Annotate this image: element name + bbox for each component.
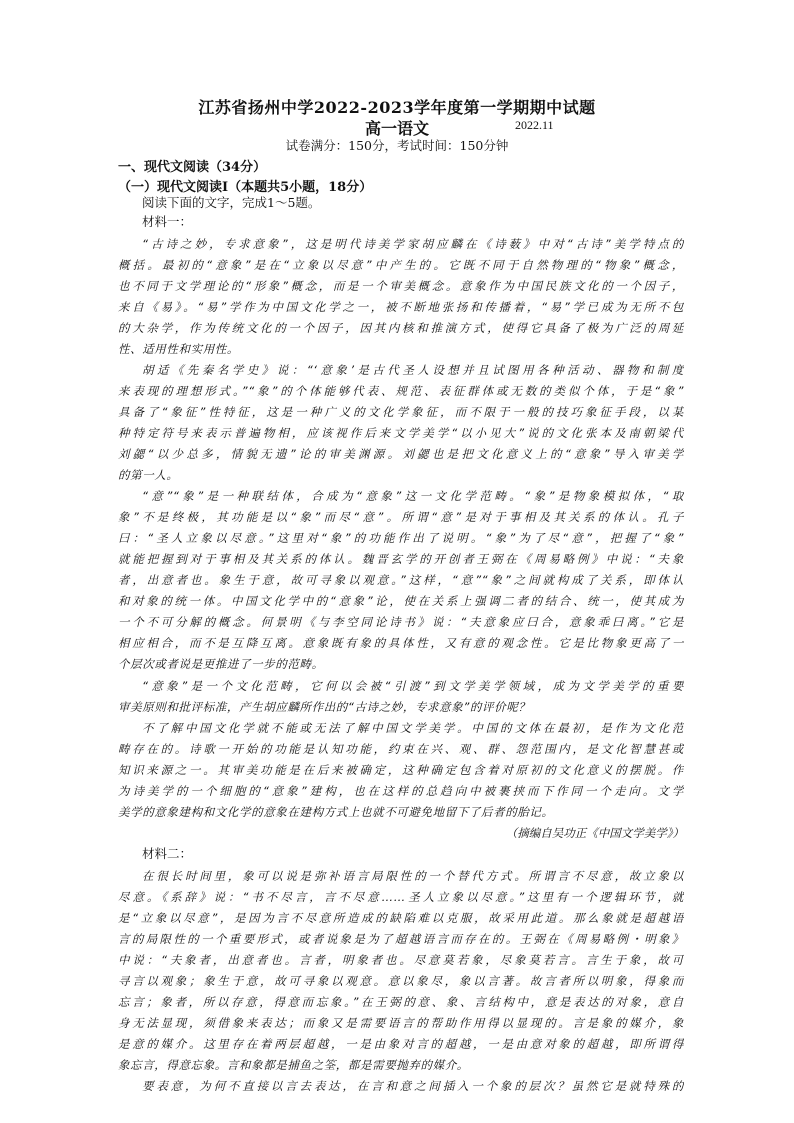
exam-date: 2022.11 [515,118,554,132]
text-line: 个层次或者说是更推进了一步的范畴。 [118,657,324,671]
text-line: 象”不是终极，其功能是以“象”而尽“意”。所谓“意”是对于事相及其关系的体认。孔子 [118,510,684,524]
text-line: “古诗之妙，专求意象”，这是明代诗美学家胡应麟在《诗薮》中对“古诗”美学特点的 [142,237,684,251]
text-line: 象忘言，得意忘象。言和象都是捕鱼之筌，都是需要抛弃的媒介。 [118,1058,469,1072]
subtitle-row [0,116,794,136]
material-2-label: 材料二： [142,846,193,861]
text-line: 审美原则和批评标准，产生胡应麟所作出的“古诗之妙，专求意象”的评价呢？ [118,700,531,714]
text-line: 忘言；象者，所以存意，得意而忘象。”在王弼的意、象、言结构中，意是表达的对象，意自 [118,995,684,1009]
text-line: 一个不可分解的概念。何景明《与李空同论诗书》说：“夫意象应曰合，意象乖曰离。”它是 [118,615,684,629]
text-line: 具备了“象征”性特征，这是一种广义的文化学象征，而不限于一般的技巧象征手段，以某 [118,405,684,419]
text-line: 刘勰“以少总多，情貌无遗”论的审美渊源。刘勰也是把文化意义上的“意象”导入审美学 [118,447,684,461]
text-line: 的大杂学，作为传统文化的一个因子，因其内核和推演方式，使得它具备了极为广泛的周延 [118,321,684,335]
text-line: “意”“象”是一种联结体，合成为“意象”这一文化学范畴。“象”是物象模拟体，“取 [142,489,684,503]
text-line: 畴存在的。诗歌一开始的功能是认知功能，约束在兴、观、群、怨范围内，是文化智慧甚或 [118,742,684,756]
text-line: 知识来源之一。其审美功能是在后来被确定，这种确定包含着对原初的文化意义的摆脱。作 [118,763,684,777]
text-line: 来表现的理想形式。”“象”的个体能够代表、规范、表征群体或无数的类似个体，于是“象” [118,384,684,398]
material-1-label: 材料一： [142,214,193,229]
text-line: 来自《易》。“易”学作为中国文化学之一，被不断地张扬和传播着，“易”学已成为无所不包 [118,300,684,314]
text-line: 身无法显现，须借象来表达；而象又是需要语言的帮助作用得以显现的。言是象的媒介，象 [118,1016,684,1030]
text-line: “意象”是一个文化范畴，它何以会被“引渡”到文学美学领域，成为文学美学的重要 [142,679,684,693]
subject-title: 高一语文 [364,119,429,138]
text-line: 言的局限性的一个重要形式，或者说象是为了超越语言而存在的。王弼在《周易略例・明象》 [118,932,684,946]
text-line: 寻言以观象；象生于意，故可寻象以观意。意以象尽，象以言著。故言者所以明象，得象而 [118,974,684,988]
sub-section-heading: （一）现代文阅读Ⅰ（本题共5小题，18分） [118,180,373,195]
text-line: 中说：“夫象者，出意者也。言者，明象者也。尽意莫若象，尽象莫若言。言生于象，故可 [118,953,684,967]
text-line: 为诗美学的一个细胞的“意象”建构，也在这样的总趋向中被裹挟而下作同一个走向。文学 [118,784,684,798]
text-line: 种特定符号来表示普遍物相，应该视作后来文学美学“以小见大”说的文化张本及南朝梁代 [118,426,684,440]
text-line: 也不同于文学理论的“形象”概念，而是一个审美概念。意象作为中国民族文化的一个因子， [118,279,684,293]
text-line: 者，出意者也。象生于意，故可寻象以观意。”这样，“意”“象”之间就构成了关系，即体认 [118,573,684,587]
text-line: 是“立象以尽意”，是因为言不尽意所造成的缺陷难以克服，故采用此道。那么象就是超越语 [118,911,684,925]
exam-title: 江苏省扬州中学2022-2023学年度第一学期期中试题 [198,98,596,117]
text-line: 胡适《先秦名学史》说：“‘意象’是古代圣人设想并且试图用各种活动、器物和制度 [142,363,684,377]
text-line: 概括。最初的“意象”是在“立象以尽意”中产生的。它既不同于自然物理的“物象”概念， [118,258,684,272]
text-line: 在很长时间里，象可以说是弥补语言局限性的一个替代方式。所谓言不尽意，故立象以 [142,869,684,883]
section-heading: 一、现代文阅读（34分） [118,160,267,175]
text-line: 就能把握到对于事相及其关系的体认。魏晋玄学的开创者王弼在《周易略例》中说：“夫象 [118,552,684,566]
text-line: 尽意。《系辞》说：“书不尽言，言不尽意……圣人立象以尽意。”这里有一个逻辑环节，就 [118,890,684,904]
exam-info: 试卷满分：150分，考试时间：150分钟 [285,138,509,153]
text-line: 性、适用性和实用性。 [118,342,239,356]
text-line: 和对象的统一体。中国文化学中的“意象”论，使在关系上强调二者的结合、统一，使其成为 [118,594,684,608]
text-line: 是意的媒介。这里存在着两层超越，一是由象对言的超越，一是由意对象的超越，即所谓得 [118,1037,684,1051]
text-line: 相应相合，而不是互降互离。意象既有象的具体性，又有意的观念性。它是比物象更高了一 [118,636,684,650]
text-line: 不了解中国文化学就不能或无法了解中国文学美学。中国的文体在最初，是作为文化范 [142,721,684,735]
text-line: 的第一人。 [118,468,179,482]
text-line: 曰：“圣人立象以尽意。”这里对“象”的功能作出了说明。“象”为了尽“意”，把握了“象” [118,531,684,545]
text-line: 美学的意象建构和文化学的意象在建构方式上也就不可避免地留下了后者的胎记。 [118,805,554,819]
text-line: 要表意，为何不直接以言去表达，在言和意之间插入一个象的层次？虽然它是就特殊的 [142,1079,684,1093]
material-1-source: （摘编自吴功正《中国文学美学》） [505,826,684,840]
instruction: 阅读下面的文字，完成1～5题。 [142,195,321,210]
